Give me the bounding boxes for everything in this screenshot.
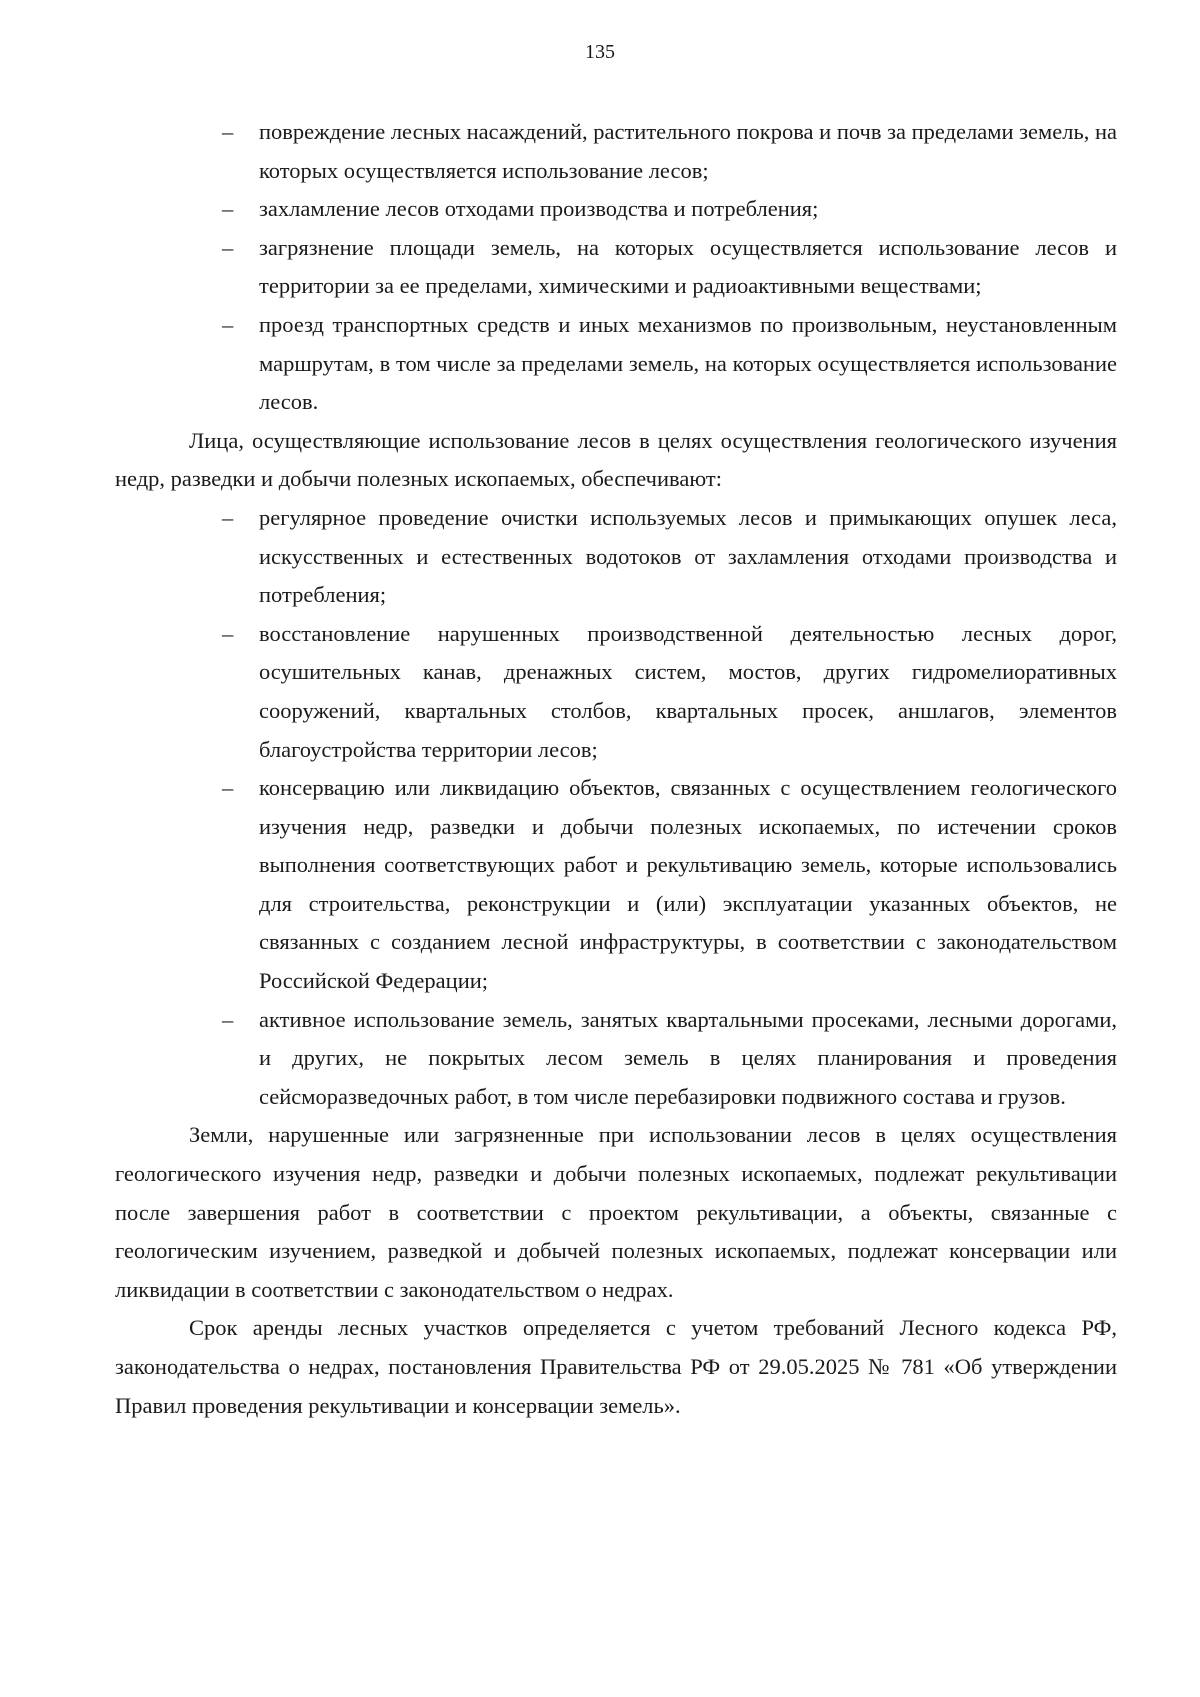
list-item — [115, 113, 1117, 190]
paragraph-obligations-intro: Лица, осуществляющие использование лесов в целях осуществления геологического изучения недр, разведки и добычи полезных ископаемых, обеспечивают: — [115, 427, 1117, 492]
list-item-text: активное использование земель, занятых квартальными просеками, лесными дорогами, и других, не покрытых лесом земель в целях планирования и проведения сейсморазведочных работ, в том числе перебазировки подвижного состава и грузов. — [259, 1006, 1117, 1109]
list-item-text: повреждение лесных насаждений, растительного покрова и почв за пределами земель, на которых осуществляется использование лесов; — [259, 119, 1117, 183]
list-item — [115, 190, 1117, 229]
list-dash-marker: – — [222, 504, 234, 530]
page-number: 135 — [585, 41, 615, 63]
list-item — [115, 769, 1117, 1001]
list-dash-marker: – — [222, 775, 234, 801]
list-item — [115, 499, 1117, 615]
list-item-text: загрязнение площади земель, на которых осуществляется использование лесов и территории за ее пределами, химическими и радиоактивными веществами; — [259, 234, 1117, 299]
list-item-text: консервацию или ликвидацию объектов, связанных с осуществлением геологического изучения недр, разведки и добычи полезных ископаемых, по истечении сроков выполнения соответствующих работ и рекультивацию земель, которые использовались для строительства, реконструкции и (или) эксплуатации указанных объектов, не связанных с созданием лесной инфраструктуры, в соответствии с законодательством Российской Федерации; — [259, 775, 1117, 994]
list-item-text: регулярное проведение очистки используемых лесов и примыкающих опушек леса, искусственных и естественных водотоков от захламления отходами производства и потребления; — [259, 504, 1117, 608]
paragraph-lease-term: Срок аренды лесных участков определяется с учетом требований Лесного кодекса РФ, законодательства о недрах, постановления Правительства РФ от 29.05.2025 № 781 «Об утверждении Правил проведения рекультивации и консервации земель». — [115, 1315, 1117, 1418]
prohibited-actions-list — [115, 113, 1117, 422]
paragraph-land-reclamation: Земли, нарушенные или загрязненные при использовании лесов в целях осуществления геологического изучения недр, разведки и добычи полезных ископаемых, подлежат рекультивации после завершения работ в соответствии с проектом рекультивации, а объекты, связанные с геологическим изучением, разведкой и добычей полезных ископаемых, подлежат консервации или ликвидации в соответствии с законодательством о недрах. — [115, 1122, 1117, 1302]
list-dash-marker: – — [222, 234, 234, 260]
list-item-text: восстановление нарушенных производственной деятельностью лесных дорог, осушительных канав, дренажных систем, мостов, других гидромелиоративных сооружений, квартальных столбов, квартальных просек, аншлагов, элементов благоустройства территории лесов; — [259, 620, 1117, 762]
list-item-text: захламление лесов отходами производства и потребления; — [259, 196, 819, 222]
list-dash-marker: – — [222, 196, 234, 222]
list-item — [115, 306, 1117, 422]
list-dash-marker: – — [222, 620, 234, 646]
list-item — [115, 1001, 1117, 1117]
list-item-text: проезд транспортных средств и иных механизмов по произвольным, неустановленным маршрутам, в том числе за пределами земель, на которых осуществляется использование лесов. — [259, 311, 1117, 415]
list-dash-marker: – — [222, 119, 234, 144]
obligations-list — [115, 499, 1117, 1117]
list-dash-marker: – — [222, 1006, 234, 1032]
list-item — [115, 229, 1117, 306]
list-dash-marker: – — [222, 311, 234, 337]
list-item — [115, 615, 1117, 769]
document-body — [115, 113, 1117, 1425]
